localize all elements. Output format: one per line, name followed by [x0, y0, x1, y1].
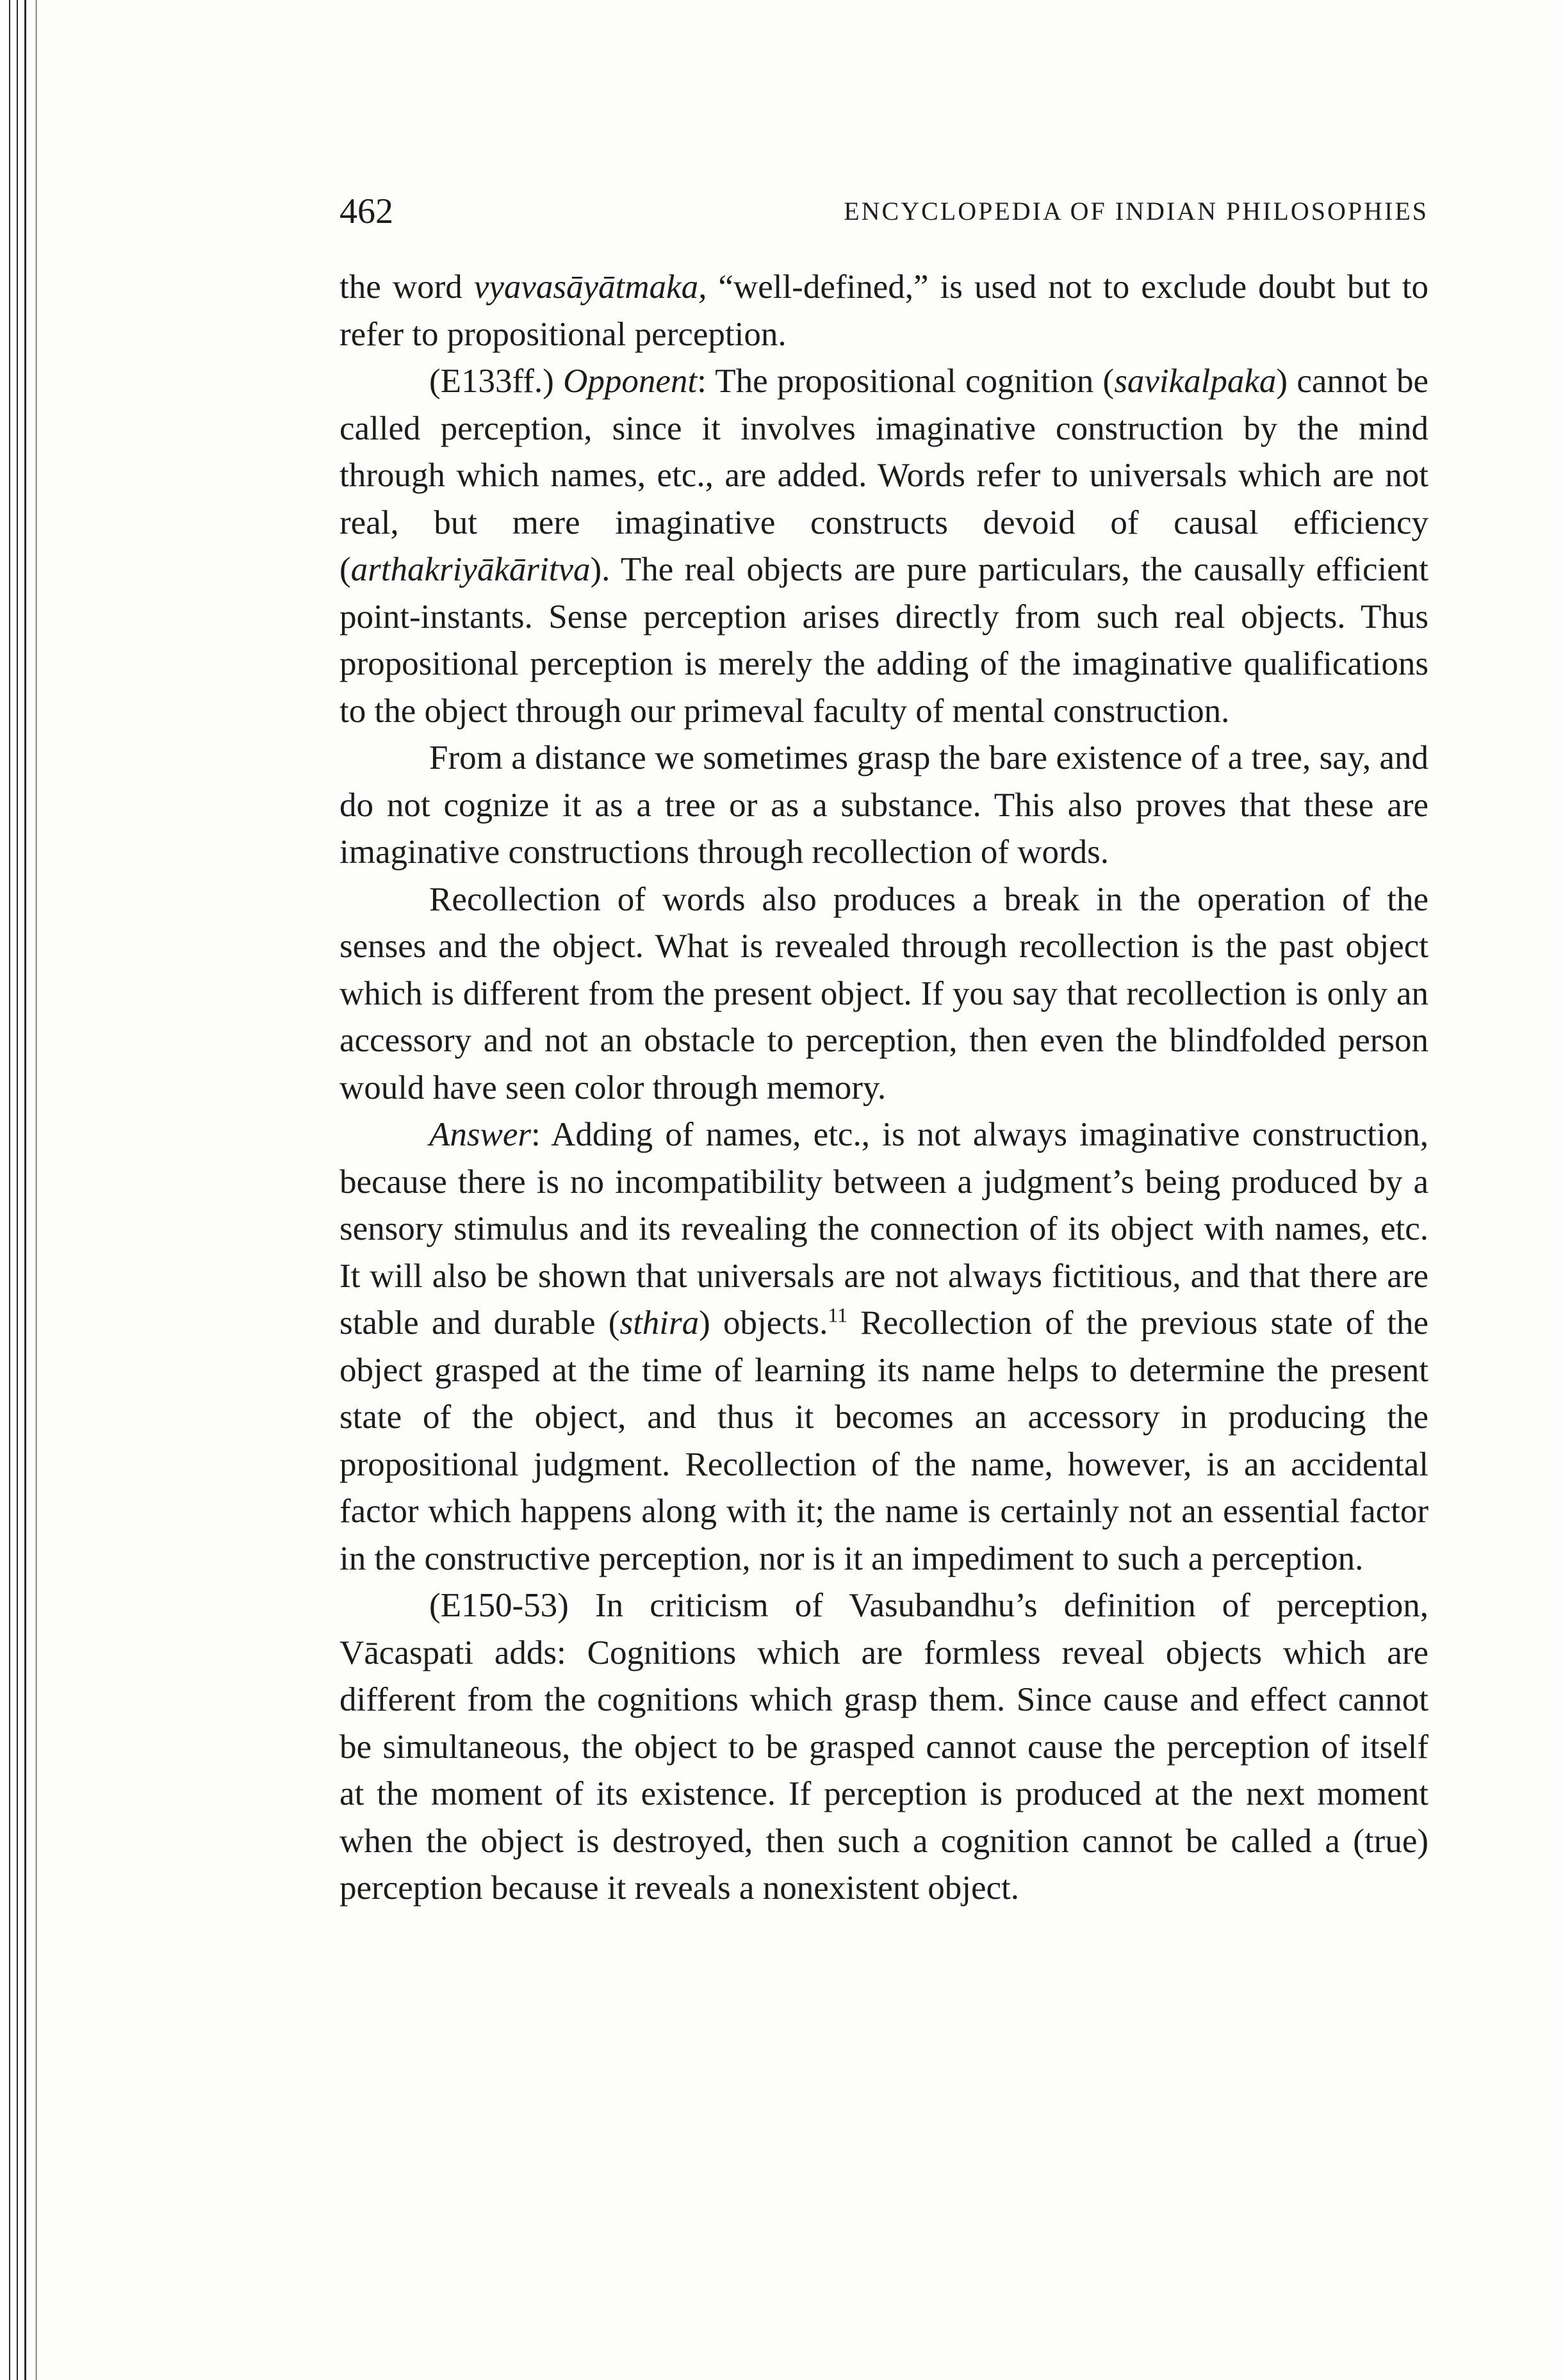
body-text — [340, 264, 1428, 1912]
sanskrit-term: sthira — [619, 1304, 700, 1342]
running-head-title: ENCYCLOPEDIA OF INDIAN PHILOSOPHIES — [844, 197, 1428, 226]
footnote-marker: 11 — [828, 1304, 848, 1327]
paragraph: Recollection of words also produces a break in the operation of the senses and the object. What is revealed through recollection is the past object which is different from the present object. If you say that recollection is only an accessory and not an obstacle to perception, then even the blindfolded person would have seen color through memory. — [340, 880, 1428, 1106]
sanskrit-term: arthakriyākāritva — [350, 551, 591, 588]
running-head — [340, 186, 1428, 237]
text-run: “well-defined,” is used not to exclude doubt but to refer to propositional perception. — [340, 268, 1428, 353]
text-run: the word — [340, 268, 474, 306]
text-run: : The propositional cognition ( — [697, 363, 1115, 400]
binding-edge-line — [17, 0, 18, 2380]
text-run: ). The real objects are pure particulars, the causally efficient point-instants. Sense perception arises directly from such real objects. Thus propositional perception is merely the adding of the imaginative qualifications to the object through our primeval faculty of mental construction. — [340, 551, 1428, 730]
binding-edge-line — [24, 0, 26, 2380]
paragraph: From a distance we sometimes grasp the bare existence of a tree, say, and do not cognize it as a tree or as a substance. This also proves that these are imaginative constructions through recollection of words. — [340, 739, 1428, 871]
text-run: : Adding of names, etc., is not always imaginative construction, because there is no incompatibility between a judgment’s being produced by a sensory stimulus and its revealing the connection of its object with names, etc. It will also be shown that universals are not always fictitious, and that there are stable and durable ( — [340, 1116, 1428, 1342]
book-page — [340, 186, 1428, 2236]
page-number: 462 — [340, 192, 393, 231]
speaker-label: Opponent — [563, 363, 698, 400]
sanskrit-term: savikalpaka — [1114, 363, 1277, 400]
sanskrit-term: vyavasāyātmaka, — [473, 268, 707, 306]
text-run: Recollection of the previous state of the object grasped at the time of learning its name helps to determine the present state of the object, and thus it becomes an accessory in producing the propositional judgment. Recollection of the name, however, is an accidental factor which happens along with it; the name is certainly not an essential factor in the constructive perception, nor is it an impediment to such a perception. — [340, 1304, 1428, 1577]
paragraph: (E150-53) In criticism of Vasubandhu’s definition of perception, Vācaspati adds: Cognitions which are formless reveal objects which are different from the cognitions which grasp them. Since cause and effect cannot be simultaneous, the object to be grasped cannot cause the perception of itself at the moment of its existence. If perception is produced at the next moment when the object is destroyed, then such a cognition cannot be called a (true) perception because it reveals a nonexistent object. — [340, 1587, 1428, 1907]
paragraph — [340, 1112, 1428, 1582]
paragraph — [340, 264, 1428, 358]
text-run: ) cannot be called perception, since it involves imaginative construction by the mind through which names, etc., are added. Words refer to universals which are not real, but mere imaginative constructs devoid of causal efficiency ( — [340, 363, 1428, 588]
binding-edge-line — [9, 0, 10, 2380]
section-reference: (E133ff.) — [429, 363, 564, 400]
paragraph — [340, 358, 1428, 735]
binding-edge-line — [36, 0, 37, 2380]
speaker-label: Answer — [429, 1116, 531, 1153]
text-run: ) objects. — [699, 1304, 828, 1342]
